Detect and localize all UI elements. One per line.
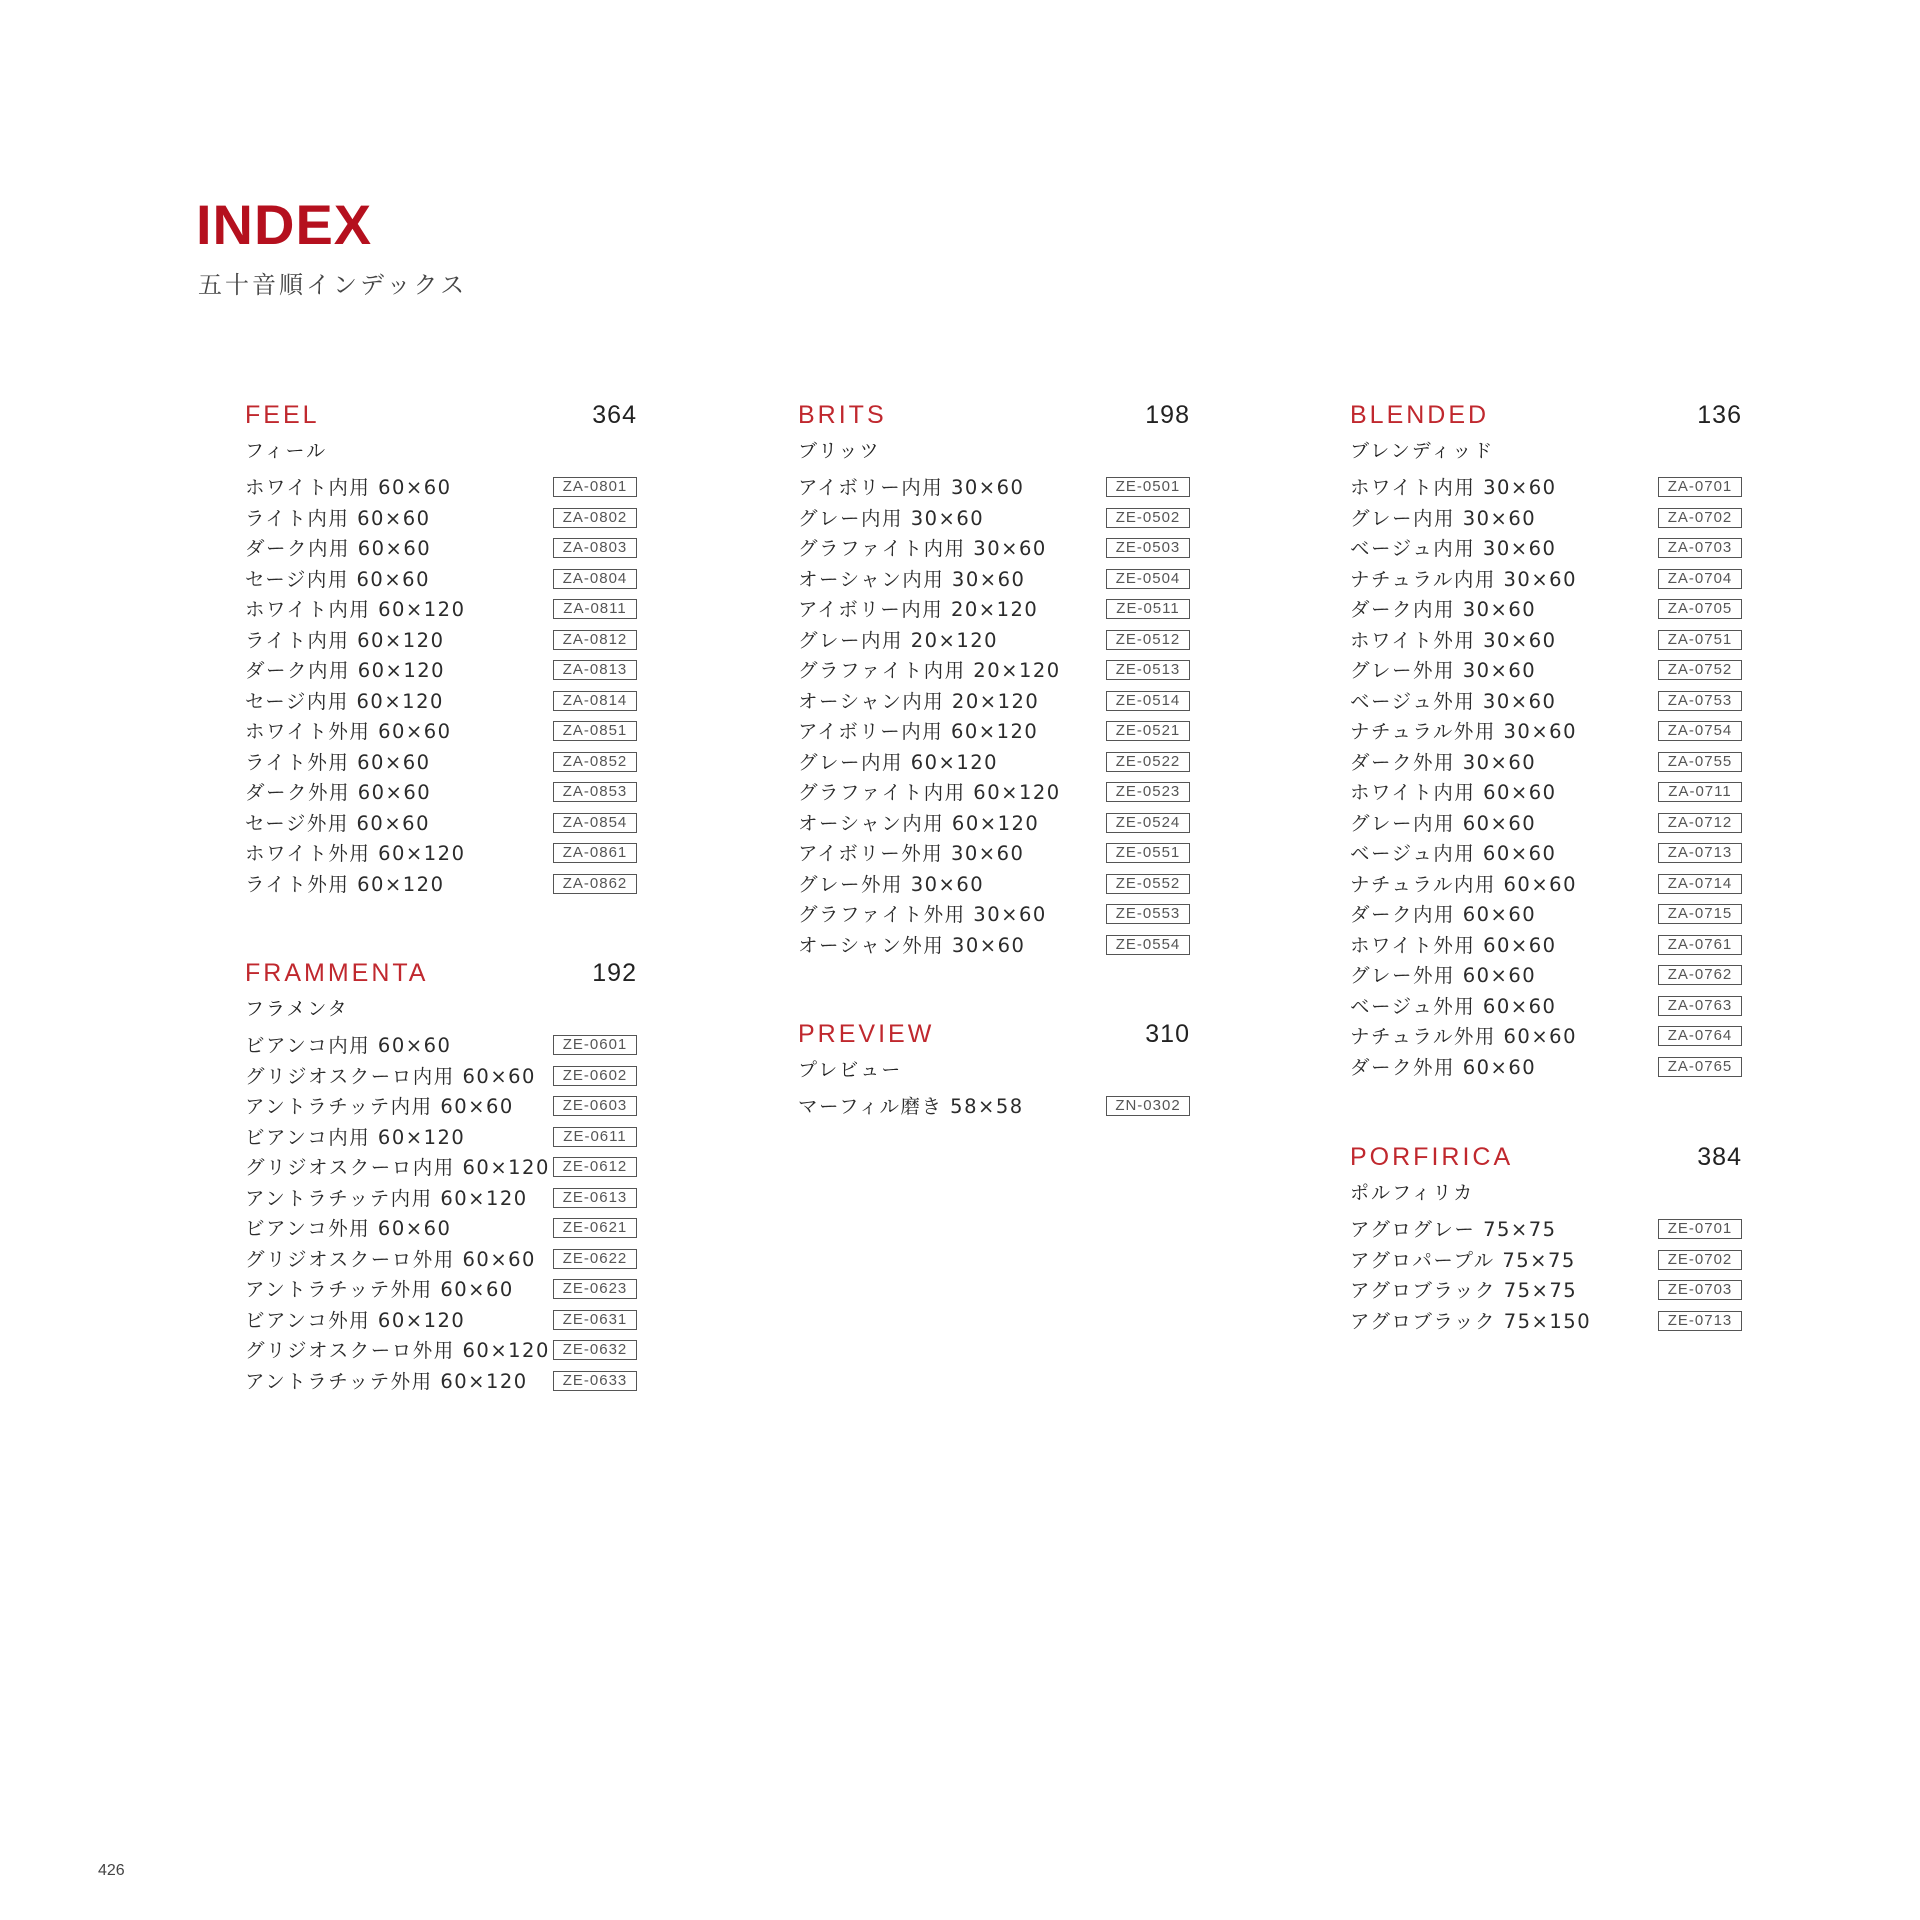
item-name: グレー内用 30×60	[1350, 506, 1537, 530]
list-item	[1350, 961, 1742, 992]
item-code-badge: ZA-0761	[1658, 935, 1742, 955]
item-list	[245, 473, 637, 900]
section-kana: ブレンディッド	[1350, 440, 1495, 462]
item-name: オーシャン内用 60×120	[798, 811, 1040, 835]
section-page-number: 198	[1145, 401, 1190, 429]
item-code-badge: ZE-0633	[553, 1371, 637, 1391]
list-item	[245, 778, 637, 809]
index-section-porfirica	[1350, 1139, 1742, 1337]
item-code-badge: ZA-0755	[1658, 752, 1742, 772]
section-kana: フィール	[245, 440, 328, 462]
item-name: アントラチッテ内用 60×60	[245, 1095, 514, 1118]
list-item	[245, 687, 637, 718]
list-item	[798, 900, 1190, 931]
page-number: 426	[98, 1862, 125, 1879]
list-item	[1350, 1022, 1742, 1053]
list-item	[1350, 717, 1742, 748]
item-code-badge: ZA-0711	[1658, 782, 1742, 802]
list-item	[1350, 534, 1742, 565]
item-code-badge: ZA-0812	[553, 630, 637, 650]
item-list	[798, 1092, 1190, 1123]
item-name: グレー内用 60×120	[798, 750, 999, 774]
item-name: ホワイト外用 60×120	[245, 842, 466, 865]
list-item	[1350, 565, 1742, 596]
list-item	[798, 1092, 1190, 1123]
item-code-badge: ZA-0705	[1658, 599, 1742, 619]
list-item	[245, 534, 637, 565]
index-section-brits	[798, 397, 1190, 961]
item-list	[798, 473, 1190, 961]
list-item	[245, 1123, 637, 1154]
item-code-badge: ZE-0621	[553, 1218, 637, 1238]
item-code-badge: ZA-0703	[1658, 538, 1742, 558]
item-code-badge: ZE-0601	[553, 1035, 637, 1055]
item-list	[1350, 473, 1742, 1083]
item-code-badge: ZE-0553	[1106, 904, 1190, 924]
item-code-badge: ZE-0701	[1658, 1219, 1742, 1239]
list-item	[1350, 656, 1742, 687]
list-item	[798, 717, 1190, 748]
item-name: グレー内用 20×120	[798, 628, 999, 652]
section-header	[798, 397, 1190, 433]
item-code-badge: ZE-0622	[553, 1249, 637, 1269]
item-name: グリジオスクーロ外用 60×60	[245, 1247, 536, 1271]
item-name: アグログレー 75×75	[1350, 1218, 1557, 1241]
page-title: INDEX	[196, 193, 373, 256]
index-section-feel	[245, 397, 637, 900]
list-item	[1350, 1307, 1742, 1338]
item-code-badge: ZA-0813	[553, 660, 637, 680]
item-name: ビアンコ内用 60×60	[245, 1034, 452, 1057]
item-name: オーシャン外用 30×60	[798, 933, 1026, 957]
item-code-badge: ZA-0811	[553, 599, 637, 619]
item-code-badge: ZA-0704	[1658, 569, 1742, 589]
item-name: ライト内用 60×120	[245, 628, 445, 652]
list-item	[245, 473, 637, 504]
list-item	[245, 1062, 637, 1093]
item-code-badge: ZE-0524	[1106, 813, 1190, 833]
list-item	[1350, 992, 1742, 1023]
item-code-badge: ZE-0623	[553, 1279, 637, 1299]
item-code-badge: ZE-0512	[1106, 630, 1190, 650]
list-item	[245, 1153, 637, 1184]
item-code-badge: ZE-0611	[553, 1127, 637, 1147]
section-name: BLENDED	[1350, 401, 1490, 429]
item-code-badge: ZE-0632	[553, 1340, 637, 1360]
item-code-badge: ZE-0703	[1658, 1280, 1742, 1300]
item-code-badge: ZN-0302	[1106, 1096, 1190, 1116]
item-code-badge: ZE-0551	[1106, 843, 1190, 863]
item-name: グリジオスクーロ内用 60×60	[245, 1064, 536, 1088]
item-name: グレー内用 30×60	[798, 506, 985, 530]
item-name: グリジオスクーロ外用 60×120	[245, 1339, 550, 1362]
list-item	[245, 1336, 637, 1367]
list-item	[245, 565, 637, 596]
list-item	[1350, 931, 1742, 962]
item-code-badge: ZA-0853	[553, 782, 637, 802]
item-list	[245, 1031, 637, 1397]
item-name: グレー内用 60×60	[1350, 811, 1537, 835]
item-name: ダーク外用 60×60	[1350, 1055, 1537, 1079]
section-header	[798, 1016, 1190, 1052]
list-item	[1350, 748, 1742, 779]
list-item	[245, 626, 637, 657]
section-page-number: 310	[1145, 1020, 1190, 1048]
index-section-blended	[1350, 397, 1742, 1083]
item-name: ベージュ外用 60×60	[1350, 994, 1557, 1018]
item-code-badge: ZA-0763	[1658, 996, 1742, 1016]
list-item	[245, 839, 637, 870]
item-code-badge: ZA-0714	[1658, 874, 1742, 894]
section-page-number: 364	[592, 401, 637, 429]
item-name: ホワイト内用 60×60	[1350, 781, 1557, 804]
list-item	[1350, 778, 1742, 809]
item-name: アイボリー内用 30×60	[798, 476, 1025, 499]
item-code-badge: ZA-0751	[1658, 630, 1742, 650]
list-item	[245, 748, 637, 779]
item-name: ナチュラル外用 30×60	[1350, 720, 1577, 743]
item-name: セージ外用 60×60	[245, 811, 430, 835]
list-item	[245, 656, 637, 687]
item-code-badge: ZE-0501	[1106, 477, 1190, 497]
section-page-number: 384	[1697, 1143, 1742, 1171]
item-code-badge: ZA-0804	[553, 569, 637, 589]
item-name: セージ内用 60×120	[245, 689, 444, 713]
item-code-badge: ZA-0801	[553, 477, 637, 497]
item-code-badge: ZE-0502	[1106, 508, 1190, 528]
item-code-badge: ZE-0612	[553, 1157, 637, 1177]
item-code-badge: ZA-0862	[553, 874, 637, 894]
section-kana: ブリッツ	[798, 440, 881, 462]
item-code-badge: ZA-0762	[1658, 965, 1742, 985]
item-name: グレー外用 30×60	[798, 872, 985, 896]
item-code-badge: ZE-0513	[1106, 660, 1190, 680]
item-name: グラファイト内用 20×120	[798, 659, 1061, 682]
item-name: ナチュラル内用 60×60	[1350, 872, 1577, 896]
list-item	[798, 778, 1190, 809]
item-code-badge: ZA-0764	[1658, 1026, 1742, 1046]
item-name: ナチュラル外用 60×60	[1350, 1025, 1577, 1048]
list-item	[798, 473, 1190, 504]
item-name: オーシャン内用 20×120	[798, 689, 1040, 713]
section-kana: フラメンタ	[245, 998, 349, 1020]
item-name: マーフィル磨き 58×58	[798, 1095, 1024, 1118]
section-kana: プレビュー	[798, 1059, 903, 1081]
list-item	[1350, 687, 1742, 718]
item-code-badge: ZE-0554	[1106, 935, 1190, 955]
list-item	[798, 565, 1190, 596]
item-name: グラファイト内用 60×120	[798, 781, 1061, 804]
list-item	[245, 1214, 637, 1245]
list-item	[245, 1306, 637, 1337]
list-item	[1350, 900, 1742, 931]
item-code-badge: ZE-0613	[553, 1188, 637, 1208]
item-name: ダーク内用 30×60	[1350, 598, 1537, 621]
item-code-badge: ZE-0713	[1658, 1311, 1742, 1331]
item-name: ライト外用 60×60	[245, 750, 431, 774]
item-name: ホワイト内用 60×120	[245, 598, 466, 621]
list-item	[1350, 839, 1742, 870]
item-list	[1350, 1215, 1742, 1337]
page-subtitle: 五十音順インデックス	[198, 271, 468, 299]
item-code-badge: ZA-0852	[553, 752, 637, 772]
list-item	[1350, 504, 1742, 535]
list-item	[245, 1275, 637, 1306]
item-name: アグロブラック 75×75	[1350, 1279, 1578, 1302]
index-section-frammenta	[245, 955, 637, 1397]
item-code-badge: ZA-0701	[1658, 477, 1742, 497]
index-section-preview	[798, 1016, 1190, 1123]
list-item	[245, 1184, 637, 1215]
list-item	[798, 687, 1190, 718]
item-name: グレー外用 30×60	[1350, 659, 1537, 682]
item-code-badge: ZE-0552	[1106, 874, 1190, 894]
item-name: アグロパープル 75×75	[1350, 1248, 1576, 1272]
section-header	[245, 397, 637, 433]
list-item	[798, 809, 1190, 840]
item-code-badge: ZA-0851	[553, 721, 637, 741]
list-item	[1350, 1276, 1742, 1307]
item-code-badge: ZE-0503	[1106, 538, 1190, 558]
list-item	[245, 717, 637, 748]
list-item	[1350, 626, 1742, 657]
list-item	[245, 809, 637, 840]
item-name: ビアンコ内用 60×120	[245, 1125, 466, 1149]
item-name: グラファイト内用 30×60	[798, 537, 1047, 560]
item-code-badge: ZE-0702	[1658, 1250, 1742, 1270]
item-name: セージ内用 60×60	[245, 567, 430, 591]
section-name: BRITS	[798, 401, 887, 429]
item-name: アイボリー内用 60×120	[798, 720, 1039, 743]
section-name: FEEL	[245, 401, 320, 429]
section-name: FRAMMENTA	[245, 959, 429, 987]
item-name: ライト外用 60×120	[245, 872, 445, 896]
list-item	[798, 931, 1190, 962]
list-item	[245, 1092, 637, 1123]
item-code-badge: ZA-0702	[1658, 508, 1742, 528]
item-name: アントラチッテ外用 60×120	[245, 1369, 528, 1393]
list-item	[798, 595, 1190, 626]
section-page-number: 192	[592, 959, 637, 987]
section-name: PREVIEW	[798, 1020, 935, 1048]
list-item	[798, 870, 1190, 901]
item-name: ホワイト外用 30×60	[1350, 628, 1557, 652]
item-code-badge: ZE-0504	[1106, 569, 1190, 589]
item-code-badge: ZA-0854	[553, 813, 637, 833]
item-name: ベージュ内用 60×60	[1350, 842, 1557, 865]
item-code-badge: ZE-0631	[553, 1310, 637, 1330]
list-item	[245, 1031, 637, 1062]
item-code-badge: ZA-0754	[1658, 721, 1742, 741]
item-code-badge: ZA-0712	[1658, 813, 1742, 833]
item-name: ホワイト内用 30×60	[1350, 476, 1557, 499]
item-code-badge: ZE-0521	[1106, 721, 1190, 741]
list-item	[245, 1245, 637, 1276]
section-page-number: 136	[1697, 401, 1742, 429]
item-name: グリジオスクーロ内用 60×120	[245, 1156, 550, 1179]
list-item	[1350, 595, 1742, 626]
item-name: ビアンコ外用 60×120	[245, 1308, 466, 1332]
list-item	[1350, 1215, 1742, 1246]
item-name: ライト内用 60×60	[245, 506, 431, 530]
section-name: PORFIRICA	[1350, 1143, 1514, 1171]
item-code-badge: ZA-0802	[553, 508, 637, 528]
section-header	[1350, 1139, 1742, 1175]
item-name: ホワイト外用 60×60	[1350, 933, 1557, 957]
item-name: ダーク外用 30×60	[1350, 750, 1537, 774]
list-item	[1350, 809, 1742, 840]
item-name: アントラチッテ外用 60×60	[245, 1278, 514, 1301]
item-code-badge: ZE-0511	[1106, 599, 1190, 619]
item-code-badge: ZA-0752	[1658, 660, 1742, 680]
section-kana: ポルフィリカ	[1350, 1182, 1475, 1204]
item-name: グレー外用 60×60	[1350, 964, 1537, 987]
item-name: ビアンコ外用 60×60	[245, 1217, 452, 1240]
list-item	[1350, 473, 1742, 504]
list-item	[798, 656, 1190, 687]
item-name: ダーク内用 60×60	[245, 537, 432, 560]
item-code-badge: ZA-0765	[1658, 1057, 1742, 1077]
item-name: ダーク外用 60×60	[245, 781, 432, 804]
item-name: オーシャン内用 30×60	[798, 567, 1026, 591]
item-code-badge: ZA-0814	[553, 691, 637, 711]
list-item	[245, 504, 637, 535]
item-name: ダーク内用 60×60	[1350, 903, 1537, 926]
item-code-badge: ZA-0861	[553, 843, 637, 863]
item-name: ベージュ内用 30×60	[1350, 537, 1557, 560]
item-code-badge: ZE-0523	[1106, 782, 1190, 802]
item-code-badge: ZE-0514	[1106, 691, 1190, 711]
list-item	[245, 1367, 637, 1398]
item-name: アグロブラック 75×150	[1350, 1309, 1592, 1333]
list-item	[1350, 870, 1742, 901]
item-code-badge: ZE-0522	[1106, 752, 1190, 772]
item-code-badge: ZA-0753	[1658, 691, 1742, 711]
list-item	[245, 595, 637, 626]
list-item	[1350, 1246, 1742, 1277]
item-code-badge: ZA-0715	[1658, 904, 1742, 924]
list-item	[798, 504, 1190, 535]
list-item	[798, 839, 1190, 870]
item-name: ホワイト外用 60×60	[245, 720, 452, 743]
item-name: ベージュ外用 30×60	[1350, 689, 1557, 713]
item-name: ナチュラル内用 30×60	[1350, 567, 1577, 591]
item-code-badge: ZE-0603	[553, 1096, 637, 1116]
item-name: アイボリー内用 20×120	[798, 598, 1039, 621]
item-code-badge: ZA-0713	[1658, 843, 1742, 863]
item-code-badge: ZE-0602	[553, 1066, 637, 1086]
item-name: グラファイト外用 30×60	[798, 903, 1047, 926]
item-name: アイボリー外用 30×60	[798, 842, 1025, 865]
item-name: アントラチッテ内用 60×120	[245, 1186, 528, 1210]
item-name: ホワイト内用 60×60	[245, 476, 452, 499]
list-item	[798, 626, 1190, 657]
list-item	[798, 534, 1190, 565]
item-code-badge: ZA-0803	[553, 538, 637, 558]
section-header	[1350, 397, 1742, 433]
list-item	[245, 870, 637, 901]
item-name: ダーク内用 60×120	[245, 659, 446, 682]
section-header	[245, 955, 637, 991]
list-item	[1350, 1053, 1742, 1084]
list-item	[798, 748, 1190, 779]
